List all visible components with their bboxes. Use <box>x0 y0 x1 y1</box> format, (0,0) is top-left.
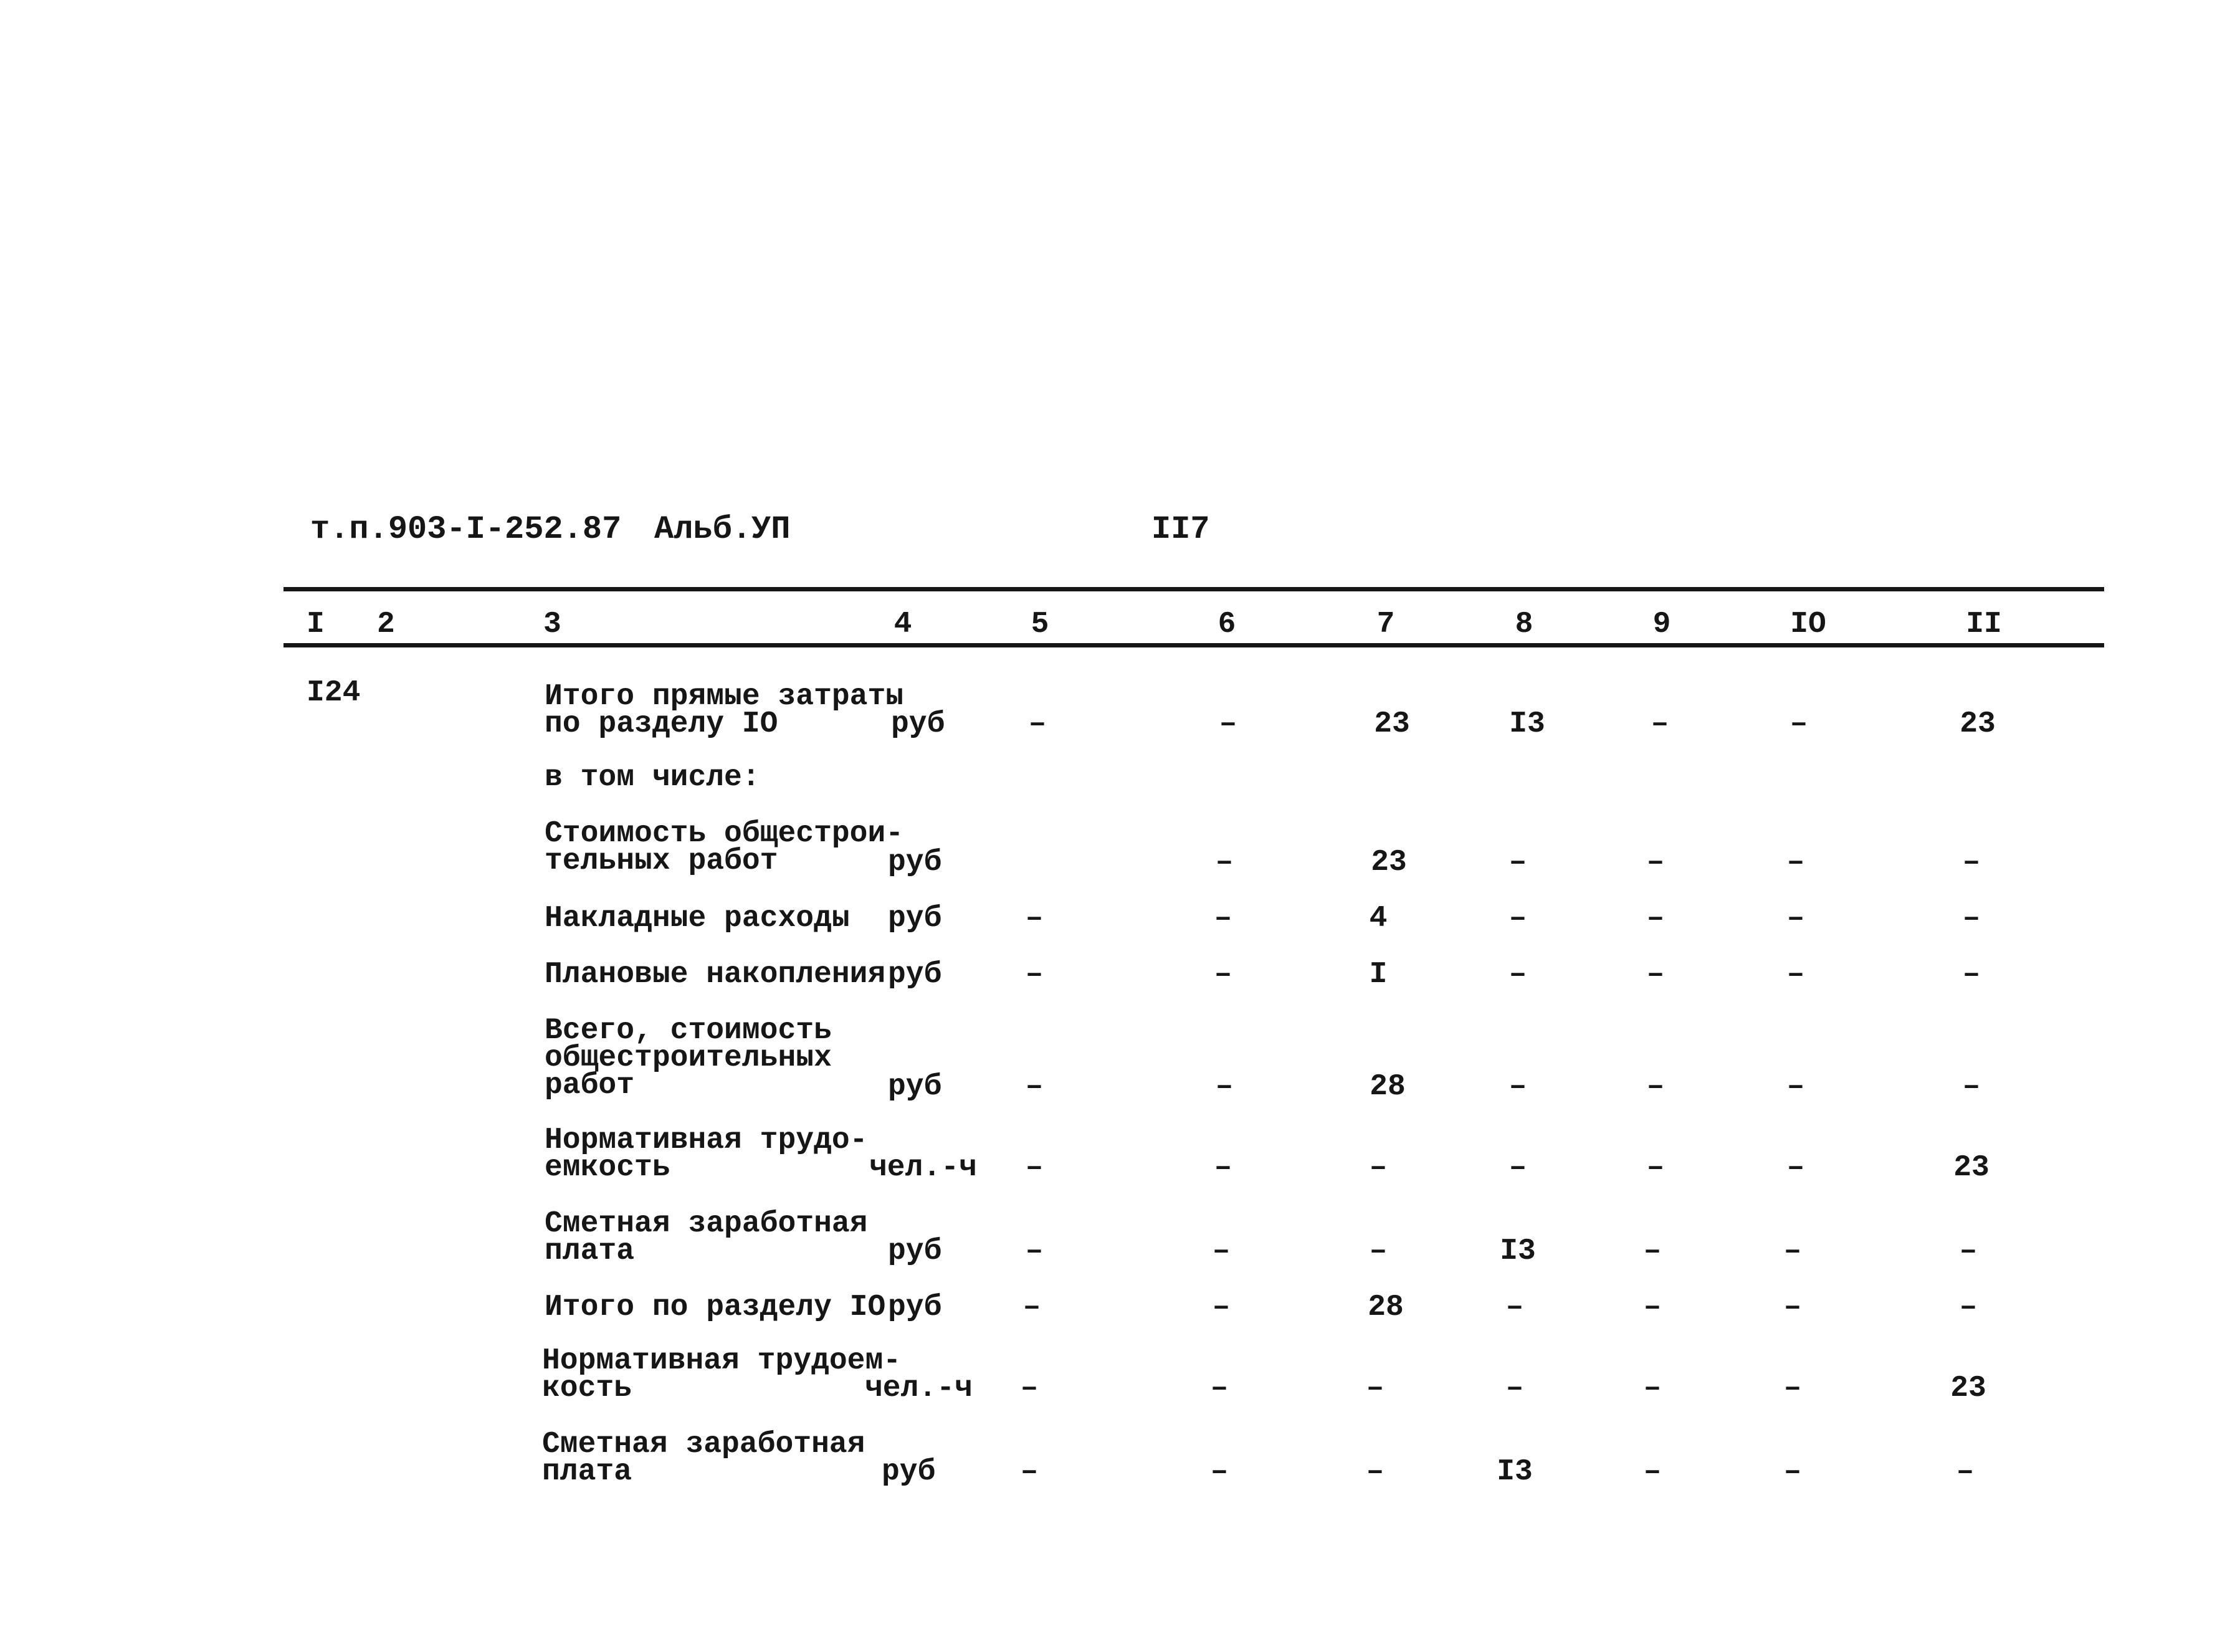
cell-col10: – <box>1786 1070 1805 1104</box>
row-desc-line: работ <box>545 1069 635 1102</box>
table-header-rule <box>284 643 2104 647</box>
item-number: I24 <box>307 676 361 710</box>
row-desc-line: Всего, стоимость <box>545 1014 832 1048</box>
cell-col10: – <box>1783 1372 1802 1405</box>
cell-col10: – <box>1783 1291 1802 1324</box>
cell-col7: – <box>1366 1455 1384 1489</box>
cell-col9: – <box>1646 1151 1665 1185</box>
cell-col9: – <box>1651 707 1669 741</box>
cell-col10: – <box>1786 1151 1805 1185</box>
col-header-8: 8 <box>1515 608 1533 641</box>
cell-col9: – <box>1646 846 1665 879</box>
row-unit: руб <box>882 1455 936 1489</box>
cell-col10: – <box>1786 958 1805 991</box>
cell-col8: I3 <box>1500 1234 1536 1268</box>
cell-col5: – <box>1025 902 1044 935</box>
cell-col10: – <box>1783 1234 1802 1268</box>
cell-col6: – <box>1214 1151 1232 1185</box>
col-header-10: IO <box>1790 608 1826 641</box>
row-desc-line: емкость <box>545 1151 670 1185</box>
cell-col11: – <box>1956 1455 1975 1489</box>
row-unit: чел.-ч <box>869 1151 977 1185</box>
row-desc-line: Накладные расходы <box>545 902 850 935</box>
cell-col7: – <box>1369 1234 1388 1268</box>
cell-col5: – <box>1025 1151 1044 1185</box>
cell-col5: – <box>1025 1070 1044 1104</box>
cell-col11: – <box>1962 902 1981 935</box>
cell-col5: – <box>1020 1372 1039 1405</box>
cell-col6: – <box>1212 1234 1231 1268</box>
cell-col10: – <box>1786 846 1805 879</box>
cell-col10: – <box>1789 707 1808 741</box>
cell-col6: – <box>1214 902 1232 935</box>
row-desc-line: кость <box>542 1372 632 1405</box>
cell-col11: – <box>1962 846 1981 879</box>
col-header-6: 6 <box>1217 608 1236 641</box>
row-desc-line: тельных работ <box>545 844 778 878</box>
cell-col8: – <box>1508 902 1527 935</box>
cell-col7: 23 <box>1374 707 1410 741</box>
row-unit: руб <box>891 707 945 741</box>
cell-col8: I3 <box>1497 1455 1533 1489</box>
row-unit: чел.-ч <box>865 1372 973 1405</box>
cell-col9: – <box>1646 958 1665 991</box>
cell-col9: – <box>1643 1291 1662 1324</box>
cell-col5: – <box>1022 1291 1041 1324</box>
cell-col7: – <box>1366 1372 1384 1405</box>
col-header-2: 2 <box>377 608 395 641</box>
row-desc-line: Сметная заработная <box>542 1428 865 1461</box>
cell-col6: – <box>1210 1372 1229 1405</box>
col-header-1: I <box>307 608 325 641</box>
col-header-3: 3 <box>543 608 561 641</box>
row-desc-line: по разделу IO <box>545 707 778 741</box>
cell-col8: – <box>1508 1151 1527 1185</box>
col-header-7: 7 <box>1376 608 1395 641</box>
row-unit: руб <box>888 1234 942 1268</box>
row-unit: руб <box>888 902 942 935</box>
cell-col9: – <box>1643 1455 1662 1489</box>
row-subheading: в том числе: <box>545 761 760 795</box>
col-header-11: II <box>1966 608 2002 641</box>
cell-col11: – <box>1962 958 1981 991</box>
cell-col9: – <box>1643 1234 1662 1268</box>
cell-col8: – <box>1508 846 1527 879</box>
cell-col11: 23 <box>1950 1372 1986 1405</box>
row-desc-line: Итого по разделу IO <box>545 1291 886 1324</box>
table-top-rule <box>284 587 2104 591</box>
cell-col6: – <box>1214 958 1232 991</box>
row-desc-line: Нормативная трудоем- <box>542 1344 902 1378</box>
cell-col8: – <box>1508 1070 1527 1104</box>
cell-col5: – <box>1020 1455 1039 1489</box>
cell-col6: – <box>1215 846 1234 879</box>
doc-code: т.п.903-I-252.87 <box>310 511 622 548</box>
cell-col7: 4 <box>1369 902 1388 935</box>
cell-col11: – <box>1959 1234 1978 1268</box>
cell-col5: – <box>1028 707 1047 741</box>
cell-col8: – <box>1505 1291 1524 1324</box>
cell-col9: – <box>1646 1070 1665 1104</box>
cell-col7: I <box>1369 958 1388 991</box>
row-desc-line: Сметная заработная <box>545 1207 868 1241</box>
cell-col11: – <box>1962 1070 1981 1104</box>
row-unit: руб <box>888 1291 942 1324</box>
cell-col7: 28 <box>1368 1291 1404 1324</box>
cell-col10: – <box>1786 902 1805 935</box>
album-label: Альб.УП <box>654 511 791 548</box>
row-desc-line: плата <box>542 1455 632 1489</box>
row-desc-line: Плановые накопления <box>545 958 886 991</box>
cell-col11: 23 <box>1960 707 1996 741</box>
cell-col7: 28 <box>1370 1070 1406 1104</box>
cell-col6: – <box>1212 1291 1231 1324</box>
cell-col5: – <box>1025 958 1044 991</box>
row-desc-line: плата <box>545 1234 635 1268</box>
row-unit: руб <box>888 958 942 991</box>
row-desc-line: Стоимость общестрои- <box>545 817 904 851</box>
cell-col9: – <box>1646 902 1665 935</box>
cell-col6: – <box>1210 1455 1229 1489</box>
cell-col8: – <box>1505 1372 1524 1405</box>
cell-col6: – <box>1219 707 1237 741</box>
row-desc-line: Нормативная трудо- <box>545 1124 868 1157</box>
cell-col11: – <box>1959 1291 1978 1324</box>
cell-col10: – <box>1783 1455 1802 1489</box>
col-header-4: 4 <box>893 608 912 641</box>
cell-col8: I3 <box>1509 707 1545 741</box>
cell-col11: 23 <box>1953 1151 1989 1185</box>
row-unit: руб <box>888 1070 942 1104</box>
cell-col6: – <box>1215 1070 1234 1104</box>
col-header-9: 9 <box>1652 608 1671 641</box>
cell-col9: – <box>1643 1372 1662 1405</box>
row-desc-line: Итого прямые затраты <box>545 680 904 714</box>
cell-col7: – <box>1369 1151 1388 1185</box>
row-unit: руб <box>888 846 942 879</box>
row-desc-line: общестроительных <box>545 1041 832 1075</box>
cell-col8: – <box>1508 958 1527 991</box>
col-header-5: 5 <box>1031 608 1049 641</box>
cell-col5: – <box>1025 1234 1044 1268</box>
page-number: II7 <box>1151 511 1210 548</box>
cell-col7: 23 <box>1371 846 1407 879</box>
